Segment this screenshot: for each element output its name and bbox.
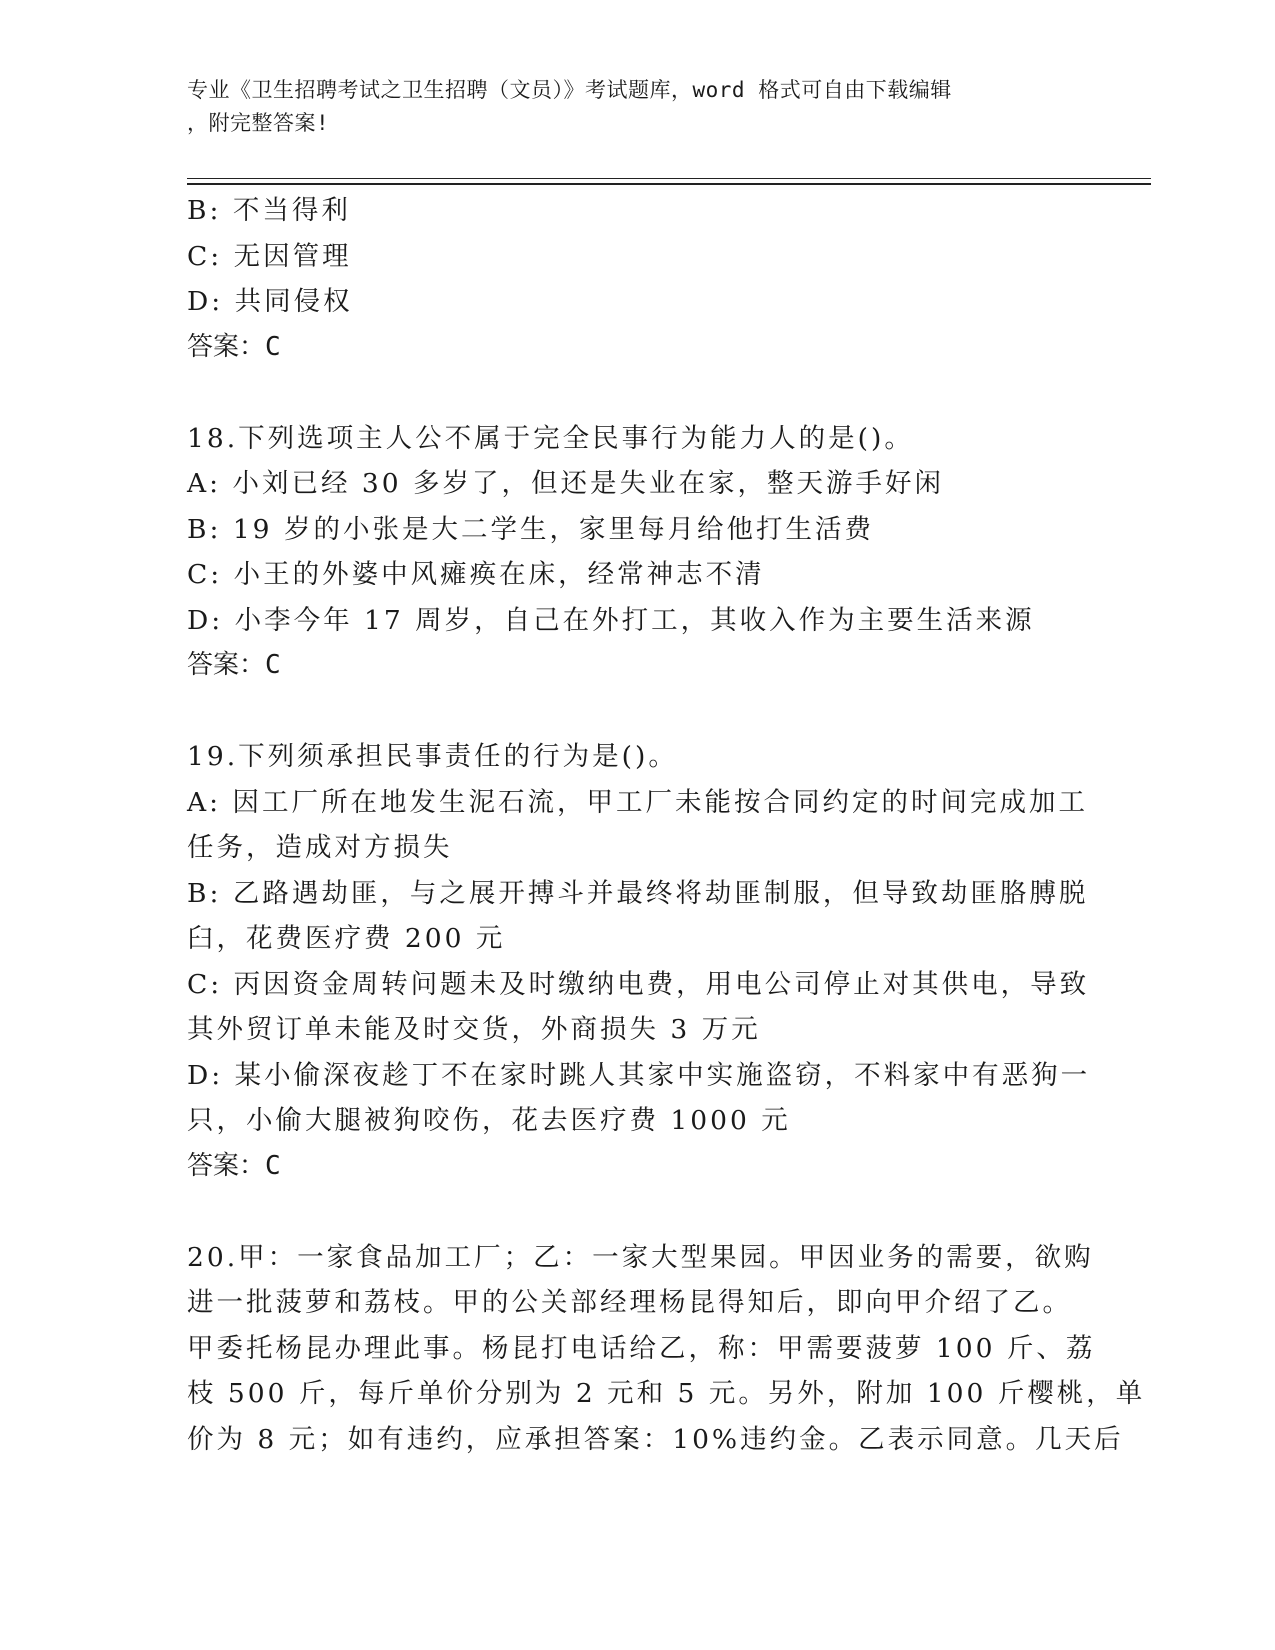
option-line: 臼，花费医疗费 200 元 (187, 923, 506, 954)
spacer (187, 370, 1067, 416)
option-line: B: 不当得利 (187, 195, 351, 226)
document-header (187, 74, 1067, 140)
header-line: ，附完整答案! (187, 111, 330, 135)
document-body (187, 188, 1146, 1462)
option-line: D: 某小偷深夜趁丁不在家时跳人其家中实施盗窃，不料家中有恶狗一 (187, 1059, 1091, 1091)
question-text: 价为 8 元；如有违约，应承担答案：10%违约金。乙表示同意。几天后 (187, 1423, 1124, 1455)
question-text: 19.下列须承担民事责任的行为是()。 (187, 741, 678, 772)
option-line: A: 小刘已经 30 多岁了，但还是失业在家，整天游手好闲 (187, 468, 945, 499)
question-text: 20.甲：一家食品加工厂；乙：一家大型果园。甲因业务的需要，欲购 (187, 1241, 1094, 1273)
spacer (187, 1189, 1067, 1235)
option-line: D: 小李今年 17 周岁，自己在外打工，其收入作为主要生活来源 (187, 604, 1035, 636)
question-block (187, 416, 1067, 689)
question-block (187, 188, 1067, 370)
answer-line: 答案：C (187, 331, 281, 362)
header-rule (187, 178, 1151, 179)
spacer (187, 689, 1067, 735)
answer-line: 答案：C (187, 1150, 281, 1181)
question-text: 18.下列选项主人公不属于完全民事行为能力人的是()。 (187, 422, 914, 454)
option-line: A: 因工厂所在地发生泥石流，甲工厂未能按合同约定的时间完成加工 (187, 786, 1088, 818)
question-text: 甲委托杨昆办理此事。杨昆打电话给乙，称：甲需要菠萝 100 斤、荔 (187, 1332, 1096, 1364)
question-block (187, 1235, 1146, 1463)
option-line: 只，小偷大腿被狗咬伤，花去医疗费 1000 元 (187, 1105, 791, 1136)
answer-line: 答案：C (187, 650, 281, 680)
option-line: C: 小王的外婆中风瘫痪在床，经常神志不清 (187, 559, 765, 590)
option-line: C: 丙因资金周转问题未及时缴纳电费，用电公司停止对其供电，导致 (187, 968, 1090, 1000)
option-line: C: 无因管理 (187, 240, 352, 272)
question-text: 进一批菠萝和荔枝。甲的公关部经理杨昆得知后，即向甲介绍了乙。 (187, 1287, 1072, 1318)
question-text: 枝 500 斤，每斤单价分别为 2 元和 5 元。另外，附加 100 斤樱桃，单 (187, 1378, 1146, 1409)
header-line: 专业《卫生招聘考试之卫生招聘（文员）》考试题库，word 格式可自由下载编辑 (187, 78, 952, 102)
option-line: B: 19 岁的小张是大二学生，家里每月给他打生活费 (187, 513, 874, 545)
option-line: 其外贸订单未能及时交货，外商损失 3 万元 (187, 1014, 761, 1045)
option-line: B: 乙路遇劫匪，与之展开搏斗并最终将劫匪制服，但导致劫匪胳膊脱 (187, 877, 1089, 909)
header-rule (187, 183, 1151, 185)
option-line: 任务，造成对方损失 (187, 832, 453, 863)
option-line: D: 共同侵权 (187, 286, 353, 317)
question-block (187, 734, 1091, 1189)
